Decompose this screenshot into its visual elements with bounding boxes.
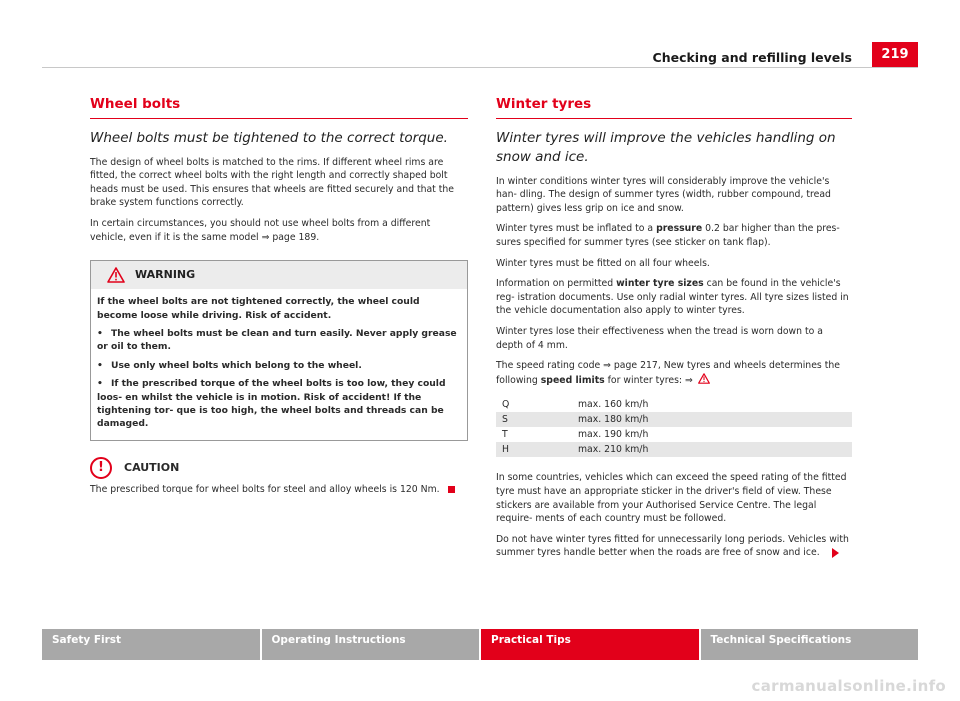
- table-row: [496, 397, 852, 412]
- paragraph: In some countries, vehicles which can exceed the speed rating of the fitted tyre must have an appropriate sticker in the driver's field of view. These stickers are available from your Authorised Service Centre. The legal require- ments of each country must be followed.: [496, 472, 847, 525]
- paragraph: Do not have winter tyres fitted for unnecessarily long periods. Vehicles with summer tyres handle better when the roads are free of snow and ice.: [496, 533, 849, 559]
- table-row: [496, 442, 852, 457]
- winter-tyres-subtitle: Winter tyres will improve the vehicles handling on snow and ice.: [496, 129, 836, 165]
- header-divider: [42, 67, 918, 68]
- warning-triangle-icon: [107, 267, 125, 283]
- speed-code: Q: [502, 399, 510, 411]
- continue-arrow-icon: [832, 548, 839, 558]
- warning-header: [91, 261, 467, 289]
- warning-bullet: • Use only wheel bolts which belong to the wheel.: [97, 359, 362, 371]
- warning-title: WARNING: [135, 268, 196, 282]
- tab-technical-specifications[interactable]: Technical Specifications: [701, 629, 919, 660]
- table-row: [496, 412, 852, 427]
- table-row: [496, 427, 852, 442]
- speed-limit: max. 210 km/h: [572, 442, 852, 457]
- paragraph: Winter tyres lose their effectiveness when the tread is worn down to a depth of 4 mm.: [496, 325, 823, 351]
- speed-limit-table: [496, 397, 852, 457]
- caution-text: The prescribed torque for wheel bolts for steel and alloy wheels is 120 Nm.: [90, 483, 468, 497]
- paragraph: The design of wheel bolts is matched to the rims. If different wheel rims are fitted, the correct wheel bolts with the right length and correctly shaped bolt heads must be used. This ensures that wheels are fitted securely and that the brake system functions correctly.: [90, 156, 455, 209]
- speed-code: T: [502, 429, 508, 441]
- warning-bullet: • The wheel bolts must be clean and turn easily. Never apply grease or oil to them.: [97, 327, 457, 353]
- wheel-bolts-subtitle: Wheel bolts must be tightened to the correct torque.: [90, 129, 448, 146]
- paragraph: In certain circumstances, you should not use wheel bolts from a different vehicle, even if it is the same model ⇒ page 189.: [90, 217, 431, 243]
- warning-body: [91, 289, 467, 440]
- paragraph: Winter tyres must be inflated to a pressure 0.2 bar higher than the pres- sures specified for summer tyres (see sticker on tank flap).: [496, 223, 840, 248]
- page-number: 219: [872, 42, 918, 68]
- speed-limit: max. 160 km/h: [578, 399, 649, 411]
- speed-code: H: [496, 442, 572, 457]
- tab-practical-tips[interactable]: Practical Tips: [481, 629, 699, 660]
- paragraph: Information on permitted winter tyre sizes can be found in the vehicle's reg- istration documents. Use only radial winter tyres. All tyre sizes listed in the vehicle documentation also apply to winter tyres.: [496, 278, 849, 317]
- bullet-icon: •: [97, 327, 103, 339]
- watermark: carmanualsonline.info: [751, 677, 946, 695]
- right-column: [496, 98, 852, 567]
- wheel-bolts-heading: Wheel bolts: [90, 98, 468, 119]
- speed-code: S: [496, 412, 572, 427]
- caution-header: [90, 457, 468, 479]
- section-title: Checking and refilling levels: [652, 50, 852, 65]
- speed-limit: max. 180 km/h: [572, 412, 852, 427]
- speed-limit: max. 190 km/h: [578, 429, 649, 441]
- footer-nav: [42, 629, 918, 660]
- caution-exclamation-icon: !: [90, 457, 112, 479]
- warning-box: [90, 260, 468, 441]
- caution-title: CAUTION: [124, 461, 180, 475]
- warning-triangle-icon: [698, 373, 710, 384]
- tab-operating-instructions[interactable]: Operating Instructions: [262, 629, 480, 660]
- paragraph: Winter tyres must be fitted on all four wheels.: [496, 257, 710, 269]
- bullet-icon: •: [97, 359, 103, 371]
- winter-tyres-heading: Winter tyres: [496, 98, 852, 119]
- paragraph: In winter conditions winter tyres will considerably improve the vehicle's han- dling. The design of summer tyres (width, rubber compound, tread pattern) gives less grip on ice and snow.: [496, 175, 831, 214]
- warning-intro: If the wheel bolts are not tightened correctly, the wheel could become loose while driving. Risk of accident.: [97, 296, 420, 321]
- section-end-icon: [448, 486, 455, 493]
- tab-safety-first[interactable]: Safety First: [42, 629, 260, 660]
- warning-bullet: • If the prescribed torque of the wheel bolts is too low, they could loos- en whilst the vehicle is in motion. Risk of accident! If the tightening tor- que is too high, the wheel bolts and threads can be damaged.: [97, 378, 446, 430]
- left-column: [90, 98, 468, 503]
- paragraph: The speed rating code ⇒ page 217, New tyres and wheels determines the following speed limits for winter tyres: ⇒: [496, 360, 840, 386]
- bullet-icon: •: [97, 378, 103, 390]
